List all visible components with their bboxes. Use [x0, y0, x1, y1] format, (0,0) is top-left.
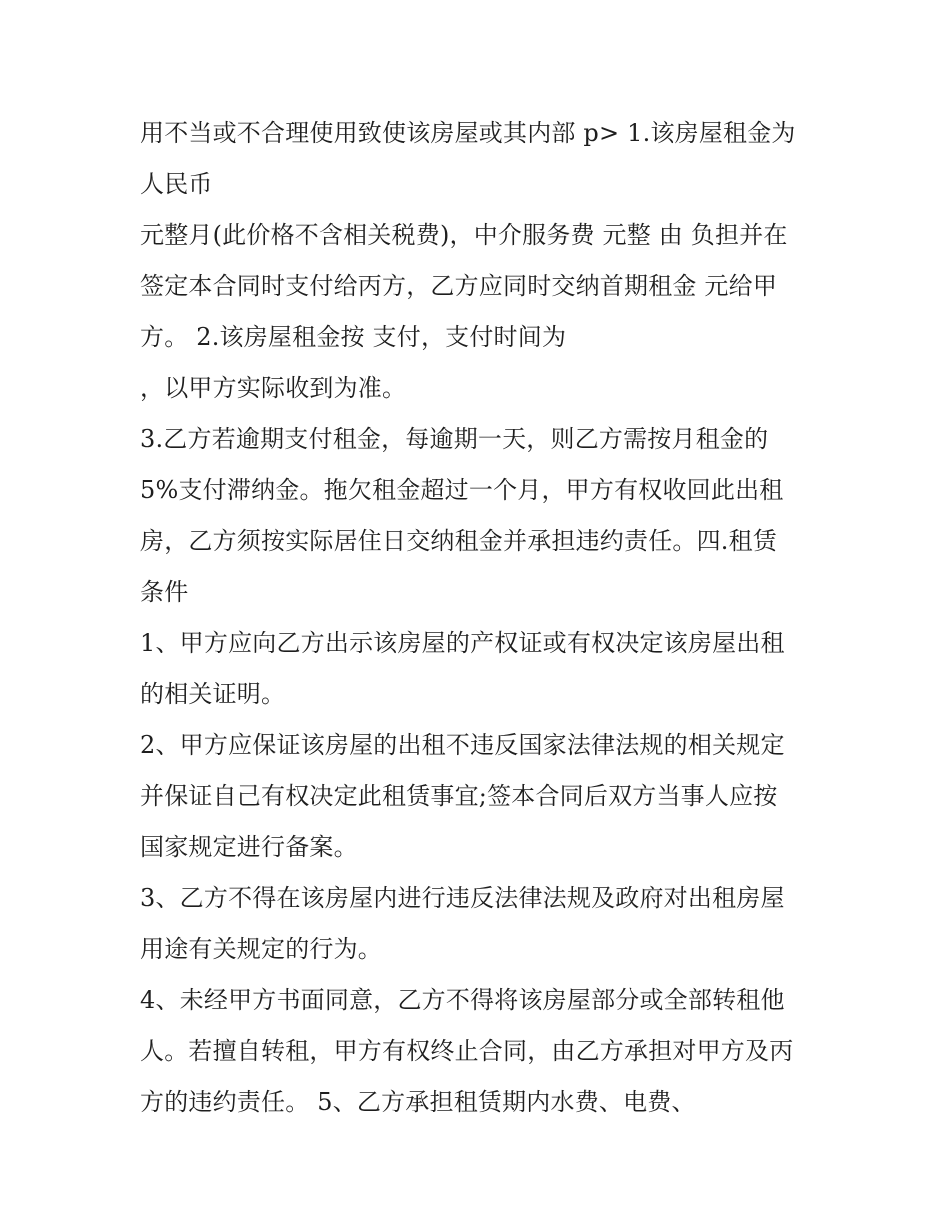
text-line: 5%支付滞纳金。拖欠租金超过一个月，甲方有权收回此出租: [140, 476, 784, 504]
text-line: 元整月(此价格不含相关税费)，中介服务费 元整 由 负担并在: [140, 221, 788, 249]
text-line: 用不当或不合理使用致使该房屋或其内部 p> 1.该房屋租金为: [140, 119, 796, 147]
text-line: 4、未经甲方书面同意，乙方不得将该房屋部分或全部转租他: [140, 986, 785, 1014]
text-line: 并保证自己有权决定此租赁事宜;签本合同后双方当事人应按: [140, 782, 778, 810]
text-line: 人。若擅自转租，甲方有权终止合同，由乙方承担对甲方及丙: [140, 1037, 794, 1065]
text-line: 2、甲方应保证该房屋的出租不违反国家法律法规的相关规定: [140, 731, 785, 759]
text-line: 国家规定进行备案。: [140, 833, 358, 861]
contract-text: [140, 108, 830, 1128]
text-line: 房，乙方须按实际居住日交纳租金并承担违约责任。四.租赁: [140, 527, 778, 555]
text-line: 1、甲方应向乙方出示该房屋的产权证或有权决定该房屋出租: [140, 629, 785, 657]
text-line: 方的违约责任。 5、乙方承担租赁期内水费、电费、: [140, 1088, 696, 1116]
text-line: 3、乙方不得在该房屋内进行违反法律法规及政府对出租房屋: [140, 884, 785, 912]
text-line: 条件: [140, 578, 189, 606]
text-line: 签定本合同时支付给丙方，乙方应同时交纳首期租金 元给甲: [140, 272, 778, 300]
text-line: 人民币: [140, 170, 213, 198]
text-line: 3.乙方若逾期支付租金，每逾期一天，则乙方需按月租金的: [140, 425, 769, 453]
text-line: 方。 2.该房屋租金按 支付，支付时间为: [140, 323, 567, 351]
text-line: ，以甲方实际收到为准。: [140, 374, 407, 402]
text-line: 的相关证明。: [140, 680, 286, 708]
text-line: 用途有关规定的行为。: [140, 935, 382, 963]
